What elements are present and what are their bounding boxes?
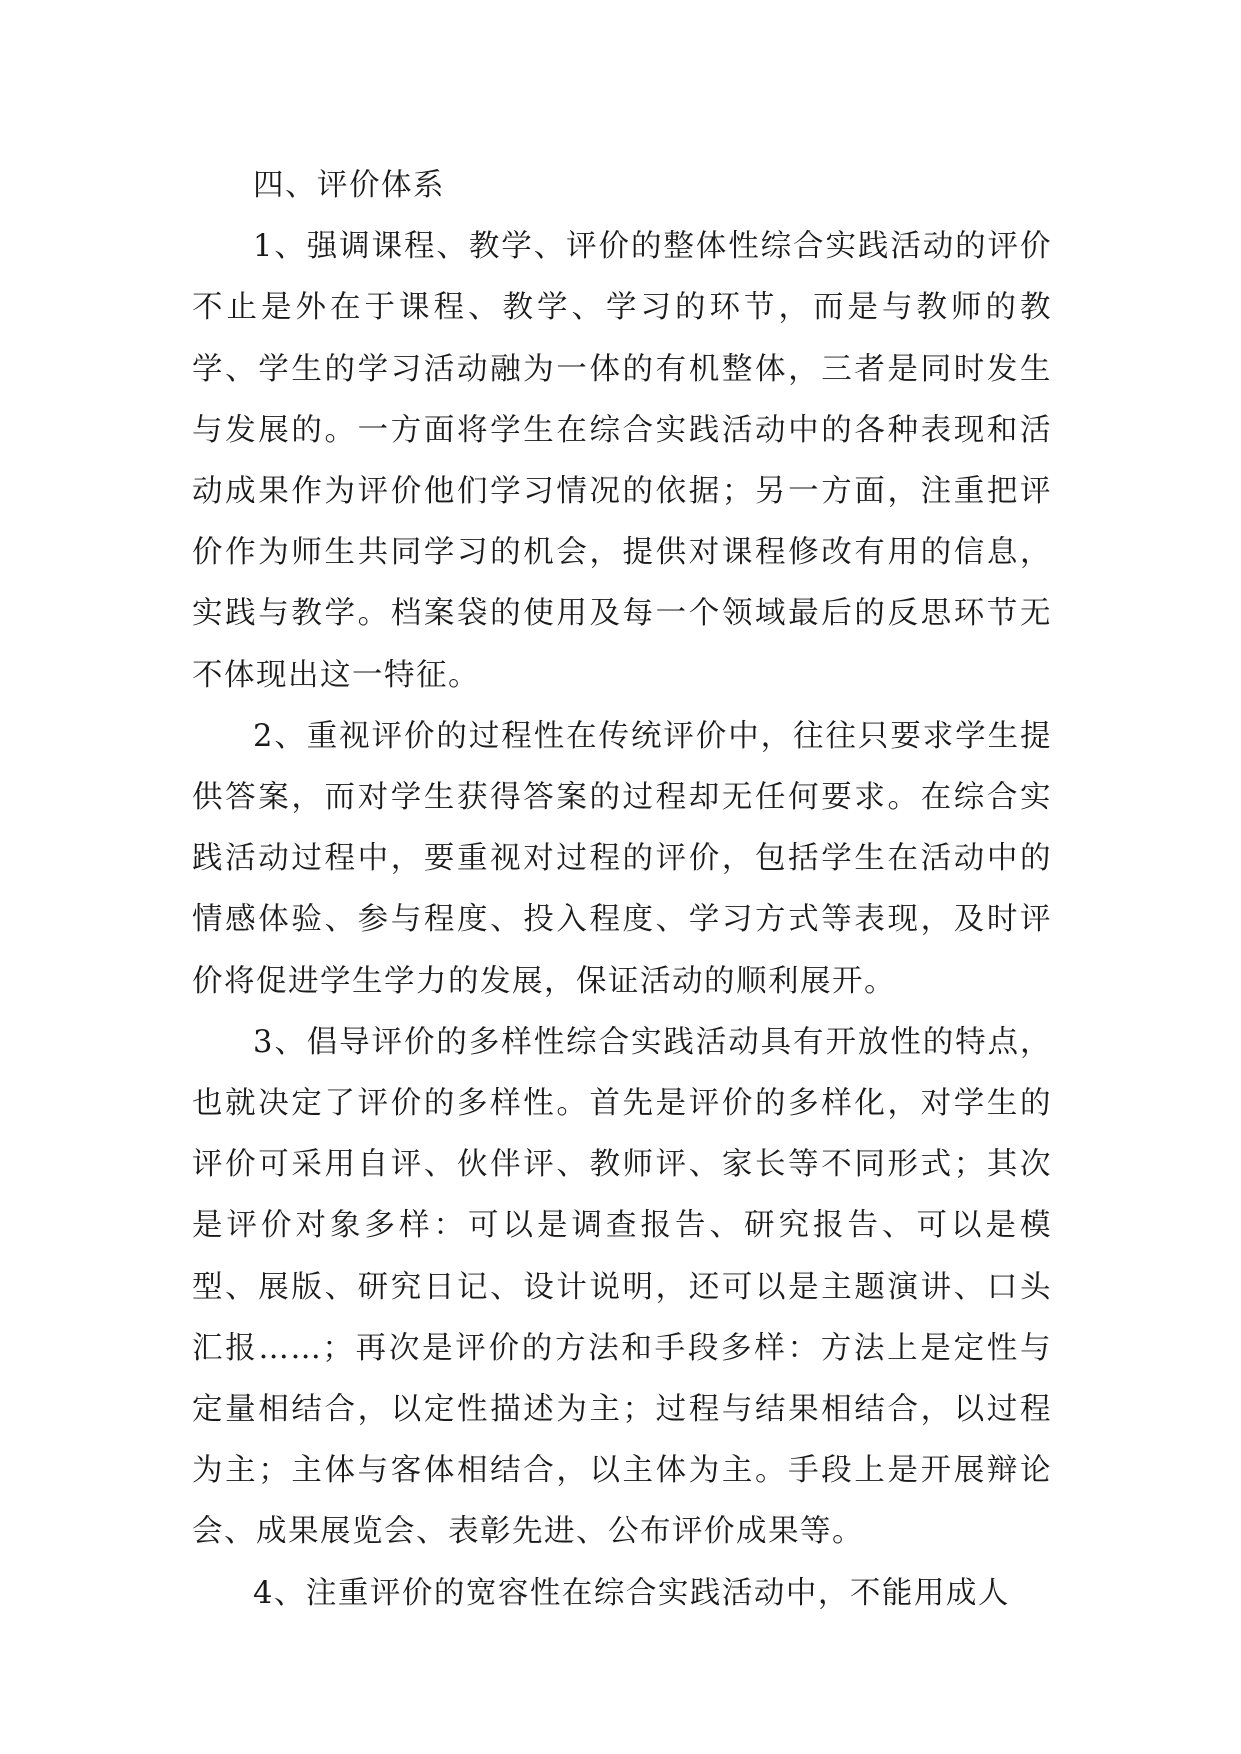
paragraph-2: 2、重视评价的过程性在传统评价中，往往只要求学生提供答案，而对学生获得答案的过程却无任何要求。在综合实践活动过程中，要重视对过程的评价，包括学生在活动中的情感体验、参与程度、投入程度、学习方式等表现，及时评价将促进学生学力的发展，保证活动的顺利展开。 — [192, 718, 1052, 999]
paragraph-1: 1、强调课程、教学、评价的整体性综合实践活动的评价不止是外在于课程、教学、学习的环节，而是与教师的教学、学生的学习活动融为一体的有机整体，三者是同时发生与发展的。一方面将学生在综合实践活动中的各种表现和活动成果作为评价他们学习情况的依据；另一方面，注重把评价作为师生共同学习的机会，提供对课程修改有用的信息，实践与教学。档案袋的使用及每一个领域最后的反思环节无不体现出这一特征。 — [192, 229, 1052, 693]
paragraph-3: 3、倡导评价的多样性综合实践活动具有开放性的特点，也就决定了评价的多样性。首先是评价的多样化，对学生的评价可采用自评、伙伴评、教师评、家长等不同形式；其次是评价对象多样：可以是调查报告、研究报告、可以是模型、展版、研究日记、设计说明，还可以是主题演讲、口头汇报……；再次是评价的方法和手段多样：方法上是定性与定量相结合，以定性描述为主；过程与结果相结合，以过程为主；主体与客体相结合，以主体为主。手段上是开展辩论会、成果展览会、表彰先进、公布评价成果等。 — [192, 1024, 1052, 1550]
paragraph-4: 4、注重评价的宽容性在综合实践活动中，不能用成人 — [253, 1575, 1010, 1611]
document-body — [192, 155, 1052, 1624]
section-heading: 四、评价体系 — [253, 168, 445, 203]
